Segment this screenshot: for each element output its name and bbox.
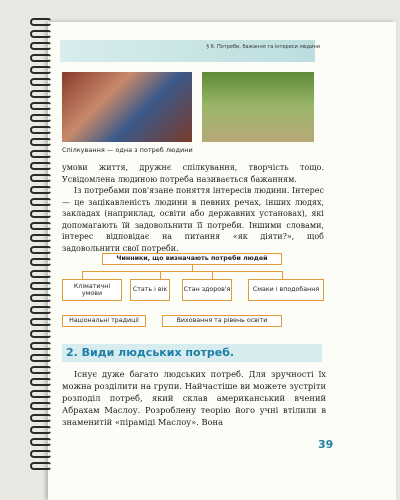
factor-box: Національні традиції <box>62 315 146 327</box>
photo-elderly-couple-walking <box>202 72 314 142</box>
section-heading: 2. Види людських потреб. <box>62 344 322 362</box>
factor-box: Стан здоров'я <box>182 279 232 301</box>
diagram-title-box: Чинники, що визначають потреби людей <box>102 253 282 265</box>
factor-box: Кліматичні умови <box>62 279 122 301</box>
spiral-binding <box>30 18 52 488</box>
paragraph: Із потребами пов'язане поняття інтересів людини. Інтерес — це зацікавленість людини в певних речах, інших людях, закладах (наприклад, освіти або державних установах), які допомагають їй задовольнити її потреби. Іншими словами, інтерес відповідає на питання «як діяти?», щоб задовольнити свої потреби. <box>62 186 324 253</box>
factor-box: Смаки і вподобання <box>248 279 324 301</box>
factor-box: Виховання та рівень освіти <box>162 315 282 327</box>
factor-box: Стать і вік <box>130 279 170 301</box>
body-text-bottom <box>62 368 326 428</box>
paragraph: умови життя, дружнє спілкування, творчість тощо. Усвідомлена людиною потреба називається бажанням. <box>62 163 324 184</box>
body-text-top <box>62 162 324 254</box>
running-header: § 6. Потреби, бажання та інтереси людини <box>206 44 320 50</box>
photo-elderly-group <box>62 72 192 142</box>
figure-caption: Спілкування — одна з потреб людини <box>62 146 193 154</box>
paragraph: Існує дуже багато людських потреб. Для зручності їх можна розділити на групи. Найчастіше ви можете зустріти розподіл потреб, який склав американський вчений Абрахам Маслоу. Розроблену теорію його учні втілили в знаменитій «піраміді Маслоу». Вона <box>62 369 326 427</box>
page-number: 39 <box>318 438 334 451</box>
factors-diagram <box>62 253 324 335</box>
